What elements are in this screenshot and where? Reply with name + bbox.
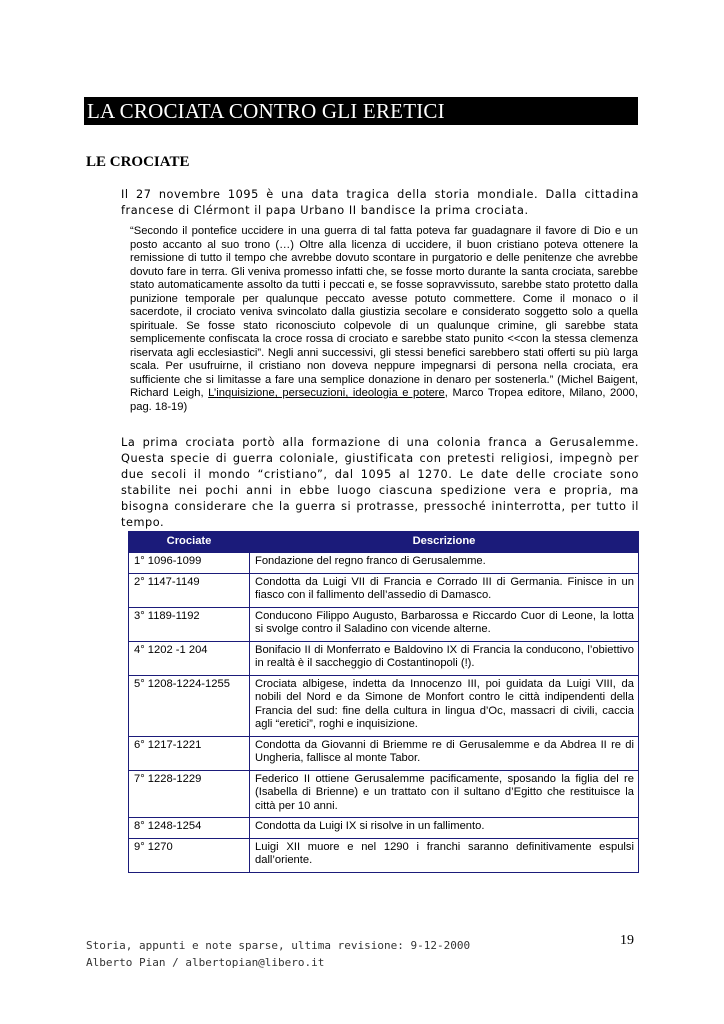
table-row — [129, 573, 639, 607]
footer-revision: Storia, appunti e note sparse, ultima revisione: 9-12-2000 — [86, 939, 471, 952]
crociata-cell: 7° 1228-1229 — [129, 770, 250, 818]
footer — [86, 937, 470, 971]
table-row — [129, 553, 639, 574]
quote-text: “Secondo il pontefice uccidere in una guerra di tal fatta poteva far guadagnare il favore di Dio e un posto accanto al suo trono (…) Oltre alla licenza di uccidere, il buon cristiano poteva ottenere la remissione di tutto il tempo che avrebbe dovuto scontare in purgatorio e delle penitenze che avrebbe dovuto fare in terra. Gli veniva promesso infatti che, se fosse morto durante la santa crociata, sarebbe stato automaticamente assolto da tutti i peccati e, se fosse sopravvissuto, sarebbe stato protetto dalla punizione temporale per qualunque peccato avesse potuto commettere. Come il monaco o il sacerdote, il crociato veniva svincolato dalla giustizia secolare e considerato soggetto solo a quella spirituale. Se fosse stato riconosciuto colpevole di un qualunque crimine, gli sarebbe stata semplicemente confiscata la croce rossa di crociato e sarebbe stato punito <<con la stessa clemenza riservata agli ecclesiastici”. Negli anni successivi, gli stessi benefici sarebbero stati offerti su più larga scala. Per usufruirne, il cristiano non doveva neppure impegnarsi di persona nella crociata, era sufficiente che si limitasse a fare una semplice donazione in denaro per sostenerla.” (Michel Baigent, Richard Leigh, — [130, 225, 638, 399]
table-header-row — [129, 532, 639, 553]
quote-book-title: L’inquisizione, persecuzioni, ideologia e potere — [208, 387, 445, 399]
crociata-cell: 4° 1202 -1 204 — [129, 641, 250, 675]
descrizione-cell: Bonifacio II di Monferrato e Baldovino IX di Francia la conducono, l’obiettivo in realtà è il saccheggio di Costantinopoli (!). — [250, 641, 639, 675]
descrizione-cell: Condotta da Luigi VII di Francia e Corrado III di Germania. Finisce in un fiasco con il fallimento dell’assedio di Damasco. — [250, 573, 639, 607]
table-row — [129, 675, 639, 736]
table-row — [129, 770, 639, 818]
crusades-table — [128, 531, 639, 873]
crociata-cell: 2° 1147-1149 — [129, 573, 250, 607]
intro-paragraph: Il 27 novembre 1095 è una data tragica della storia mondiale. Dalla cittadina francese di Clérmont il papa Urbano II bandisce la prima crociata. — [121, 188, 639, 217]
crociata-cell: 8° 1248-1254 — [129, 818, 250, 839]
descrizione-cell: Condotta da Luigi IX si risolve in un fallimento. — [250, 818, 639, 839]
header-descrizione: Descrizione — [250, 532, 639, 553]
page-number: 19 — [620, 933, 634, 948]
descrizione-cell: Condotta da Giovanni di Briemme re di Gerusalemme e da Abdrea II re di Ungheria, fallisce al monte Tabor. — [250, 736, 639, 770]
table-row — [129, 838, 639, 872]
descrizione-cell: Crociata albigese, indetta da Innocenzo III, poi guidata da Luigi VIII, da nobili del Nord e da Simone de Monfort contro le città indipendenti della Francia del sud: fine della cultura in lingua d’Oc, massacri di civili, caccia agli “eretici”, roghi e inquisizione. — [250, 675, 639, 736]
crociata-cell: 3° 1189-1192 — [129, 607, 250, 641]
header-crociate: Crociate — [129, 532, 250, 553]
page-title: LA CROCIATA CONTRO GLI ERETICI — [84, 97, 638, 125]
quote-citation: , Marco Tropea editore, Milano, 2000, pag. 18-19) — [130, 387, 639, 413]
table-row — [129, 736, 639, 770]
section-heading: LE CROCIATE — [86, 154, 190, 170]
crociata-cell: 6° 1217-1221 — [129, 736, 250, 770]
table-row — [129, 818, 639, 839]
crociata-cell: 1° 1096-1099 — [129, 553, 250, 574]
descrizione-cell: Conducono Filippo Augusto, Barbarossa e Riccardo Cuor di Leone, la lotta si svolge contro il Saladino con vicende alterne. — [250, 607, 639, 641]
quote-block — [130, 225, 638, 414]
crociata-cell: 5° 1208-1224-1255 — [129, 675, 250, 736]
table-row — [129, 641, 639, 675]
descrizione-cell: Fondazione del regno franco di Gerusalemme. — [250, 553, 639, 574]
table-body — [129, 553, 639, 873]
crociata-cell: 9° 1270 — [129, 838, 250, 872]
table-row — [129, 607, 639, 641]
footer-author: Alberto Pian / albertopian@libero.it — [86, 956, 325, 969]
descrizione-cell: Luigi XII muore e nel 1290 i franchi saranno definitivamente espulsi dall’oriente. — [250, 838, 639, 872]
second-paragraph: La prima crociata portò alla formazione di una colonia franca a Gerusalemme. Questa specie di guerra coloniale, giustificata con pretesti religiosi, impegnò per due secoli il mondo “cristiano”, dal 1095 al 1270. Le date delle crociate sono stabilite nei pochi anni in ebbe luogo ciascuna spedizione vera e propria, ma bisogna considerare che la guerra si protrasse, pressoché ininterrotta, per tutto il tempo. — [121, 436, 639, 529]
descrizione-cell: Federico II ottiene Gerusalemme pacificamente, sposando la figlia del re (Isabella di Brienne) e un trattato con il sultano d’Egitto che restituisce la città per 10 anni. — [250, 770, 639, 818]
